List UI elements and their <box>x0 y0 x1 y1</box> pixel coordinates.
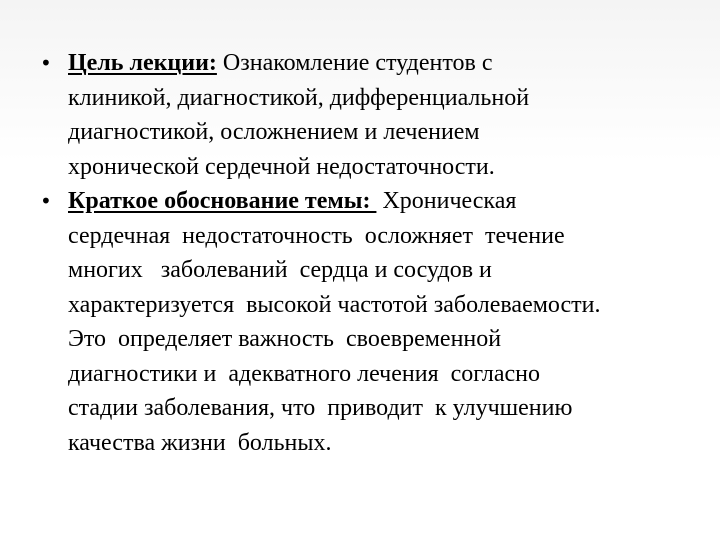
bullet-list <box>40 46 700 460</box>
bullet-text-line: сердечная недостаточность осложняет течение <box>68 222 565 249</box>
bullet-text: Ознакомление студентов с <box>216 50 493 76</box>
bullet-dot-icon: • <box>40 189 52 213</box>
bullet-text-line: диагностикой, осложнением и лечением <box>68 119 480 145</box>
bullet-first-line <box>68 184 700 219</box>
bullet-lecture-goal <box>40 46 700 184</box>
bullet-topic-rationale <box>40 184 700 460</box>
bullet-term: Краткое обоснование темы: <box>68 188 377 214</box>
bullet-first-line <box>68 46 700 81</box>
bullet-text-line: диагностики и адекватного лечения согласно <box>68 360 541 387</box>
bullet-text-line: стадии заболевания, что приводит к улучшению <box>68 395 573 421</box>
bullet-term: Цель лекции: <box>68 50 217 76</box>
bullet-text-line: характеризуется высокой частотой заболеваемости. <box>68 291 601 318</box>
bullet-text-line: хронической сердечной недостаточности. <box>68 153 495 180</box>
bullet-text-line: Это определяет важность своевременной <box>68 326 502 352</box>
bullet-text: Хроническая <box>376 188 517 214</box>
bullet-text-line: клиникой, диагностикой, дифференциальной <box>68 84 530 111</box>
bullet-text-line: качества жизни больных. <box>68 429 332 456</box>
bullet-text-line: многих заболеваний сердца и сосудов и <box>68 257 492 283</box>
bullet-dot-icon: • <box>40 51 52 75</box>
